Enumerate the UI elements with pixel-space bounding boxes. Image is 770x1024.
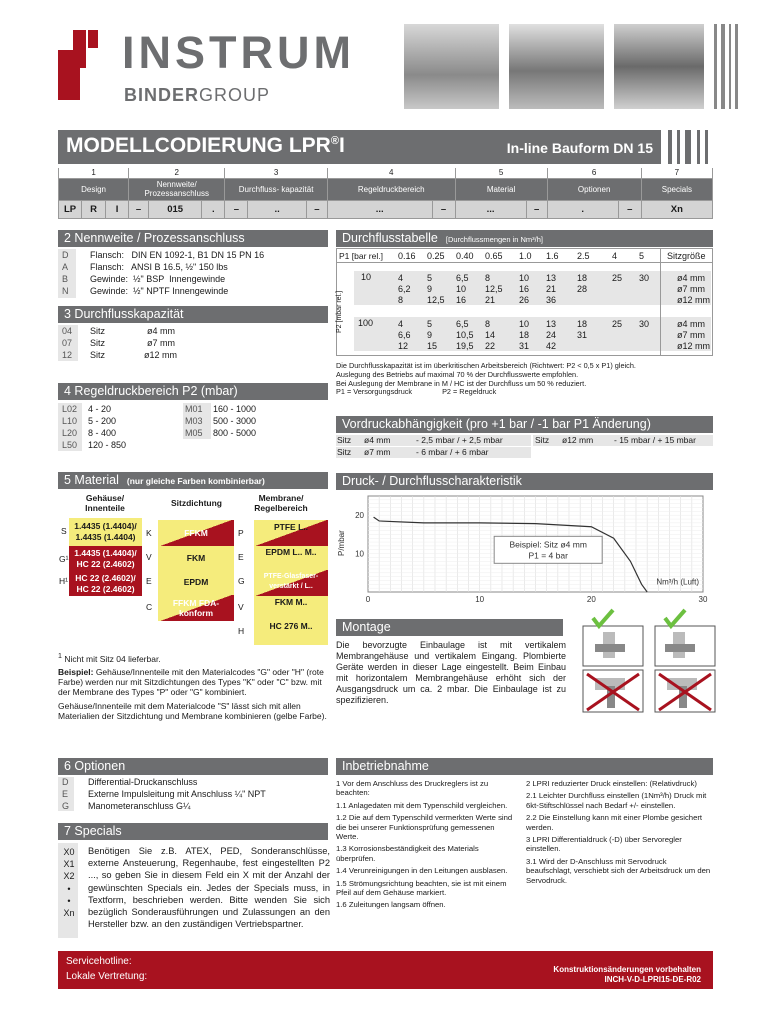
code-value: .. — [248, 200, 307, 218]
flow-size-cell: ø7 mm — [677, 284, 705, 294]
list-item: M03 500 - 3000 — [185, 416, 257, 426]
flow-cell: 8 — [485, 319, 491, 329]
flow-size-cell: ø12 mm — [677, 295, 711, 305]
p1-value: 0.40 — [456, 251, 474, 261]
flow-cell: 21 — [485, 295, 496, 305]
specials-code: X0 — [63, 847, 75, 857]
material-cell: FFKM FDA-konform — [158, 595, 234, 621]
material-code: E — [146, 576, 152, 586]
list-item: N Gewinde: ½" NPTF Innengewinde — [62, 286, 229, 296]
specials-code: Xn — [63, 908, 75, 919]
p1-value: 0.65 — [485, 251, 503, 261]
y-tick-label: 10 — [355, 549, 364, 559]
flow-cell: 26 — [519, 295, 530, 305]
flow-cell: 12,5 — [427, 295, 445, 305]
y-axis-label: P/mbar — [337, 530, 346, 556]
flow-cell: 10 — [456, 284, 467, 294]
section-optionen-title: 6 Optionen — [58, 758, 328, 775]
code-value: – — [225, 200, 248, 218]
code-value: Xn — [641, 200, 712, 218]
flow-cell: 9 — [427, 284, 433, 294]
material-cell: PTFE-Glasfaser-verstärkt / L.. — [254, 570, 328, 596]
product-photo-1 — [404, 24, 499, 109]
flow-size-cell: ø4 mm — [677, 319, 705, 329]
code-number-7: 7 — [641, 168, 712, 178]
flow-cell: 31 — [519, 341, 530, 351]
x-tick-label: 30 — [698, 595, 708, 604]
header-bars — [712, 24, 742, 109]
p2-axis-label: P2 [mbar rel.] — [336, 290, 343, 333]
material-cell: PTFE L.. — [254, 520, 328, 546]
flow-cell: 30 — [639, 319, 650, 329]
step: 1.4 Verunreinigungen in den Leitungen ausblasen. — [336, 866, 508, 876]
p2-value: 100 — [358, 318, 374, 328]
flow-cell: 13 — [546, 319, 557, 329]
step: 1.2 Die auf dem Typenschild vermerkten Werte sind die bei unserer Funktionsprüfung gemessenen Werte. — [336, 813, 513, 842]
code-value: – — [306, 200, 327, 218]
list-item: B Gewinde: ½" BSP Innengewinde — [62, 274, 226, 284]
flow-cell: 22 — [485, 341, 496, 351]
code-header-durchfluss: Durchfluss- kapazität — [225, 178, 328, 200]
footnote: $^1$ Nicht mit Sitz 04 lieferbar. — [58, 652, 161, 664]
flow-defs: P1 = Versorgungsdruck P2 = Regeldruck — [336, 387, 497, 397]
code-value: ... — [327, 200, 432, 218]
flow-note: Auslegung des Betriebs auf maximal 70 % der Durchflusswerte empfohlen. — [336, 369, 579, 379]
flow-note: Die Durchflusskapazität ist im überkritischen Arbeitsbereich (Richtwert: P2 < 0,5 x P1) gleich. — [336, 361, 636, 370]
material-cell: HC 276 M.. — [254, 620, 328, 645]
flow-cell: 24 — [546, 330, 557, 340]
inbetrieb-right — [526, 779, 711, 888]
list-item: M01 160 - 1000 — [185, 404, 257, 414]
list-item: 07 Sitz ø7 mm — [62, 338, 175, 348]
list-item: 12 Sitz ø12 mm — [62, 350, 178, 360]
material-cell: 1.4435 (1.4404)/ 1.4435 (1.4404) — [69, 518, 142, 546]
flow-cell: 16 — [519, 284, 530, 294]
p1-value: 5 — [639, 251, 645, 261]
flow-cell: 28 — [577, 284, 588, 294]
material-cell: FFKM — [158, 520, 234, 546]
flow-cell: 15 — [427, 341, 438, 351]
code-header-nennweite: Nennweite/ Prozessanschluss — [129, 178, 225, 200]
flow-size-cell: ø4 mm — [677, 273, 705, 283]
step: 2.1 Leichter Durchfluss einstellen (1Nm³/h) Druck mit 6kt-Stiftschlüssel nach Bedarf +/- einstellen. — [526, 791, 707, 810]
brand-name: INSTRUM — [122, 27, 355, 78]
service-hotline: Servicehotline: — [66, 956, 132, 967]
code-header-optionen: Optionen — [547, 178, 641, 200]
flow-cell: 36 — [546, 295, 557, 305]
step: 1 Vor dem Anschluss des Druckreglers ist zu beachten: — [336, 779, 489, 798]
flow-table — [336, 248, 713, 356]
code-value: I — [106, 200, 129, 218]
material-code: P — [238, 528, 244, 538]
step: 3 LPRI Differentialdruck (-D) über Servoregler einstellen. — [526, 835, 682, 854]
section-inbetrieb-title: Inbetriebnahme — [336, 758, 713, 775]
code-number-1: 1 — [59, 168, 129, 178]
specials-code: • — [67, 895, 71, 906]
flow-cell: 12 — [398, 341, 409, 351]
specials-code: • — [67, 883, 71, 894]
step: 1.3 Korrosionsbeständigkeit des Materials überprüfen. — [336, 844, 479, 863]
flow-cell: 4 — [398, 319, 404, 329]
list-item: D Differential-Druckanschluss — [62, 777, 198, 787]
model-code-table — [58, 168, 713, 219]
step: 2.2 Die Einstellung kann mit einer Plombe gesichert werden. — [526, 813, 703, 832]
step: 3.1 Wird der D-Anschluss mit Servodruck beaufschlagt, verschiebt sich der Arbeitsdruck um den Servodruck. — [526, 856, 711, 885]
specials-code: X2 — [63, 871, 75, 882]
product-photo-2 — [509, 24, 604, 109]
p2-value: 10 — [361, 272, 372, 282]
flow-cell: 6,2 — [398, 284, 411, 294]
section-vordruck-title: Vordruckabhängigkeit (pro +1 bar / -1 bar P1 Änderung) — [336, 416, 713, 433]
material-cell: FKM M.. — [254, 596, 328, 620]
list-item: D Flansch: DIN EN 1092-1, B1 DN 15 PN 16 — [62, 250, 265, 260]
code-value: . — [547, 200, 618, 218]
material-code: G — [238, 576, 245, 586]
section-chart-title: Druck- / Durchflusscharakteristik — [336, 473, 713, 490]
annotation-text: P1 = 4 bar — [528, 550, 568, 561]
material-cell: FKM — [158, 546, 234, 570]
flow-cell: 25 — [612, 319, 623, 329]
section-montage-title: Montage — [336, 619, 563, 636]
example-note: Beispiel: Gehäuse/Innenteile mit den Materialcodes "G" oder "H" (rote Farbe) werden nur mit Sitzdichtungen des Types "K" oder "C" bzw. mit der Membrane des Types "P" oder "G" kombiniert. — [58, 667, 324, 698]
flow-cell: 8 — [485, 273, 491, 283]
code-number-5: 5 — [455, 168, 547, 178]
doc-id: INCH-V-D-LPRI15-DE-R02 — [604, 975, 701, 984]
flow-cell: 8 — [398, 295, 404, 305]
step: 1.5 Strömungsrichtung beachten, sie ist mit einem Pfeil auf dem Gehäuse markiert. — [336, 878, 507, 898]
flow-cell: 6,5 — [456, 273, 469, 283]
section-flow-title: Durchflusstabelle [Durchflussmengen in Nm³/h] — [336, 230, 713, 247]
step: 1.1 Anlagedaten mit dem Typenschild vergleichen. — [336, 800, 508, 810]
p1-value: 1.0 — [519, 251, 532, 261]
list-item: G Manometeranschluss G¼ — [62, 801, 191, 811]
code-header-regeldruck: Regeldruckbereich — [327, 178, 455, 200]
section-specials-title: 7 Specials — [58, 823, 328, 840]
list-item: 04 Sitz ø4 mm — [62, 326, 175, 336]
list-item: E Externe Impulsleitung mit Anschluss ¼" NPT — [62, 789, 266, 799]
flow-cell: 10 — [519, 273, 530, 283]
section-durchfluss-title: 3 Durchflusskapazität — [58, 306, 328, 323]
p1-value: 1.6 — [546, 251, 559, 261]
flow-cell: 5 — [427, 319, 433, 329]
x-tick-label: 20 — [586, 595, 596, 604]
material-code: H¹ — [59, 576, 68, 586]
specials-code: X1 — [63, 859, 75, 870]
specials-codes — [61, 846, 77, 919]
characteristic-chart — [336, 492, 713, 612]
material-code: K — [146, 528, 152, 538]
flow-cell: 9 — [427, 330, 433, 340]
material-cell: EPDM L.. M.. — [254, 546, 328, 570]
flow-cell: 14 — [485, 330, 496, 340]
code-header-design: Design — [59, 178, 129, 200]
flow-cell: 18 — [577, 273, 588, 283]
material-code: V — [238, 602, 244, 612]
flow-notes — [336, 362, 713, 397]
specials-text: Benötigen Sie z.B. ATEX, PED, Sonderanschlüsse, externe Ansteuerung, Regenhaube, fest eingestellten P2 ..., so geben Sie in diesem Feld ein X mit der Anzahl der gewünschten Specials ein. Jedes der Specials muss, in Textform, beschrieben werden. Bitte wenden Sie sich bezüglich Sonderausführungen und Zulassungen an den Hersteller bzw. an den zuständigen Vertriebspartner. — [88, 846, 330, 930]
code-header-specials: Specials — [641, 178, 712, 200]
material-code: S — [61, 526, 67, 536]
installation-diagram — [573, 606, 718, 714]
changes-note: Konstruktionsänderungen vorbehalten — [553, 965, 701, 974]
code-value: LP — [59, 200, 82, 218]
flow-cell: 19,5 — [456, 341, 474, 351]
flow-header-row: P1 [bar rel.] 0.16 0.25 0.40 0.65 1.0 1.6 2.5 4 5 Sitzgröße — [337, 249, 712, 263]
page-title: MODELLCODIERUNG LPR®I — [66, 134, 345, 157]
product-photos — [404, 24, 704, 109]
section-material-title: 5 Material (nur gleiche Farben kombinierbar) — [58, 472, 328, 489]
p1-value: 0.25 — [427, 251, 445, 261]
flow-cell: 30 — [639, 273, 650, 283]
flow-cell: 6,5 — [456, 319, 469, 329]
flow-size-cell: ø7 mm — [677, 330, 705, 340]
flow-cell: 18 — [519, 330, 530, 340]
list-item: A Flansch: ANSI B 16.5, ½" 150 lbs — [62, 262, 228, 272]
code-value: – — [129, 200, 149, 218]
material-notes — [58, 651, 330, 721]
list-item: L50 120 - 850 — [62, 440, 127, 450]
page-subtitle: In-line Bauform DN 15 — [506, 140, 653, 156]
material-cell: HC 22 (2.4602)/ HC 22 (2.4602) — [69, 571, 142, 596]
flow-cell: 4 — [398, 273, 404, 283]
code-value: – — [526, 200, 547, 218]
brand-group: BINDERGROUP — [124, 85, 271, 105]
list-item: L10 5 - 200 — [62, 416, 117, 426]
flow-cell: 13 — [546, 273, 557, 283]
code-value: 015 — [148, 200, 201, 218]
code-value: – — [432, 200, 455, 218]
flow-cell: 42 — [546, 341, 557, 351]
material-code: V — [146, 552, 152, 562]
material-code: C — [146, 602, 153, 612]
material-code: E — [238, 552, 244, 562]
flow-cell: 10,5 — [456, 330, 474, 340]
combination-note: Gehäuse/Innenteile mit dem Materialcode "S" lässt sich mit allen Materialien der Sitzdichtung und Membrane kombinieren (gelbe Farbe). — [58, 700, 327, 721]
code-header-material: Material — [455, 178, 547, 200]
flow-cell: 12,5 — [485, 284, 503, 294]
list-item: M05 800 - 5000 — [185, 428, 257, 438]
flow-cell: 16 — [456, 295, 467, 305]
p1-value: 2.5 — [577, 251, 590, 261]
flow-note: Bei Auslegung der Membrane in M / HC ist der Durchfluss um 50 % reduziert. — [336, 378, 587, 388]
step: 1.6 Zuleitungen langsam öffnen. — [336, 900, 446, 910]
material-cell: EPDM — [158, 570, 234, 595]
section-nennweite-title: 2 Nennweite / Prozessanschluss — [58, 230, 328, 247]
material-code: G¹ — [59, 554, 69, 564]
x-axis-label: Nm³/h (Luft) — [656, 577, 699, 587]
x-tick-label: 0 — [365, 595, 371, 604]
flow-cell: 21 — [546, 284, 557, 294]
flow-size-cell: ø12 mm — [677, 341, 711, 351]
code-value: R — [82, 200, 106, 218]
flow-cell: 18 — [577, 319, 588, 329]
material-cell: 1.4435 (1.4404)/ HC 22 (2.4602) — [69, 546, 142, 571]
flow-cell: 6,6 — [398, 330, 411, 340]
code-value: . — [202, 200, 225, 218]
flow-cell: 10 — [519, 319, 530, 329]
p1-value: 0.16 — [398, 251, 416, 261]
code-number-4: 4 — [327, 168, 455, 178]
flow-cell: 31 — [577, 330, 588, 340]
code-number-6: 6 — [547, 168, 641, 178]
flow-cell: 25 — [612, 273, 623, 283]
flow-cell: 5 — [427, 273, 433, 283]
section-regeldruck-title: 4 Regeldruckbereich P2 (mbar) — [58, 383, 328, 400]
title-bar — [58, 130, 661, 164]
local-rep: Lokale Vertretung: — [66, 971, 148, 982]
title-bars — [666, 130, 710, 164]
code-number-2: 2 — [129, 168, 225, 178]
list-item: L02 4 - 20 — [62, 404, 112, 414]
p1-value: 4 — [612, 251, 618, 261]
list-item: L20 8 - 400 — [62, 428, 117, 438]
annotation-text: Beispiel: Sitz ø4 mm — [509, 539, 587, 550]
material-code: H — [238, 626, 245, 636]
y-tick-label: 20 — [355, 511, 364, 521]
footer — [58, 951, 713, 989]
step: 2 LPRI reduzierter Druck einstellen: (Relativdruck) — [526, 779, 697, 788]
inbetrieb-left — [336, 779, 516, 913]
code-number-3: 3 — [225, 168, 328, 178]
logo — [58, 30, 104, 100]
product-photo-3 — [614, 24, 704, 109]
montage-text: Die bevorzugte Einbaulage ist mit vertikalem Membrangehäuse und vertikalem Eingang. Plombierte Geräte werden in dieser Lage eingestellt. Beim Einbau mit horizontalem Membrangehäuse erhöht sich der Ausgangsdruck um ca. 2 mbar. Die Einbaulage ist zu spezifizieren. — [336, 640, 566, 705]
code-value: – — [618, 200, 641, 218]
material-header: Gehäuse/ Innenteile Sitzdichtung Membrane/ Regelbereich — [85, 493, 308, 513]
x-tick-label: 10 — [475, 595, 485, 604]
size-sep — [660, 249, 661, 355]
code-value: ... — [455, 200, 526, 218]
